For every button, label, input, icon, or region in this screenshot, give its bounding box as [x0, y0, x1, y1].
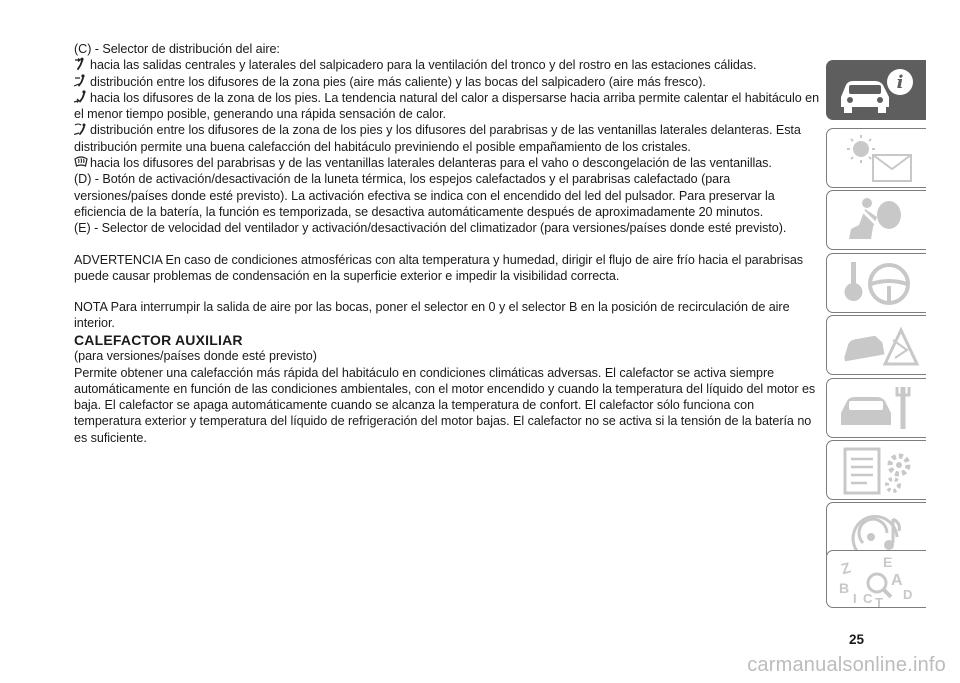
vent-feet-defrost-icon: [74, 122, 88, 135]
index-letter: B: [839, 580, 850, 596]
starting-driving-tab[interactable]: [826, 253, 926, 313]
page-content: [74, 41, 824, 446]
section-subheading: (para versiones/países donde esté previsto): [74, 349, 317, 364]
car-info-icon: [837, 65, 921, 117]
svg-text:i: i: [896, 72, 904, 93]
warning-lights-icon: [837, 133, 921, 185]
maintenance-tab[interactable]: [826, 378, 926, 438]
warning-paragraph: ADVERTENCIA En caso de condiciones atmosféricas con alta temperatura y humedad, dirigir el flujo de aire frío hacia el parabrisas puede causar problemas de condensación en la superficie exterior e impedir la visibilidad correcta.: [74, 252, 804, 283]
index-letter: C: [863, 591, 873, 606]
warning-lights-tab[interactable]: [826, 128, 926, 188]
distribution-item: hacia los difusores del parabrisas y de las ventanillas laterales delanteras para el vaho o descongelación de las ventanillas.: [74, 155, 824, 171]
safety-icon: [837, 195, 921, 247]
technical-data-tab[interactable]: [826, 440, 926, 500]
vent-face-icon: [74, 57, 88, 70]
watermark: carmanualsonline.info: [747, 654, 946, 676]
emergency-tab[interactable]: [826, 315, 926, 375]
auxiliary-heater-paragraph: Permite obtener una calefacción más rápida del habitáculo en condiciones climáticas adversas. El calefactor se activa siempre automáticamente en función de las condiciones ambientales, con el motor encendido y cuando la temperatura del líquido del motor es baja. El calefactor se apaga automáticamente cuando se alcanza la temperatura de confort. El calefactor sólo funciona con temperatura exterior y temperatura del líquido de refrigeración del motor bajas. El calefactor no se activa si la tensión de la batería no es suficiente.: [74, 365, 816, 445]
distribution-item: distribución entre los difusores de la zona pies (aire más caliente) y las bocas del salpicadero (aire más fresco).: [74, 74, 824, 90]
maintenance-icon: [837, 383, 921, 435]
index-letter: I: [853, 591, 857, 606]
index-letter: Z: [839, 559, 853, 579]
page-number: 25: [849, 632, 865, 647]
distribution-item: hacia los difusores de la zona de los pies. La tendencia natural del calor a dispersarse hacia arriba permite calentar el habitáculo en el menor tiempo posible, generando una rápida sensación de calor.: [74, 90, 820, 122]
selector-c-paragraph: (C) - Selector de distribución del aire:: [74, 42, 280, 56]
index-letter: D: [903, 587, 913, 602]
technical-data-icon: [837, 445, 921, 497]
index-letter: E: [883, 555, 893, 570]
car-info-tab[interactable]: [826, 60, 926, 120]
vent-bilevel-icon: [74, 74, 88, 87]
vent-feet-icon: [74, 90, 88, 103]
index-letter: T: [875, 595, 883, 607]
distribution-item: hacia las salidas centrales y laterales del salpicadero para la ventilación del tronco y del rostro en las estaciones cálidas.: [74, 57, 824, 73]
selector-e-paragraph: (E) - Selector de velocidad del ventilador y activación/desactivación del climatizador (para versiones/países donde esté previsto).: [74, 221, 787, 236]
button-d-paragraph: (D) - Botón de activación/desactivación de la luneta térmica, los espejos calefactados y el parabrisas calefactado (para versiones/países donde esté previsto). La activación efectiva se indica con el encendido del led del pulsador. Para preservar la eficiencia de la batería, la función es temporizada, se desactiva automáticamente después de aproximadamente 20 minutos.: [74, 172, 775, 219]
defrost-windshield-icon: [74, 155, 88, 168]
index-tab[interactable]: [826, 550, 926, 608]
note-paragraph: NOTA Para interrumpir la salida de aire por las bocas, poner el selector en 0 y el selector B en la posición de recirculación de aire interior.: [74, 300, 790, 331]
distribution-item: distribución entre los difusores de la zona de los pies y los difusores del parabrisas y de las ventanillas laterales delanteras. Esta distribución permite una buena calefacción del habitáculo previniendo el posible empañamiento de los cristales.: [74, 123, 801, 154]
steering-key-icon: [837, 258, 921, 310]
index-letter: A: [891, 572, 903, 589]
index-letters-icon: [837, 555, 921, 607]
section-heading: CALEFACTOR AUXILIAR: [74, 331, 243, 348]
safety-tab[interactable]: [826, 190, 926, 250]
emergency-icon: [837, 320, 921, 372]
